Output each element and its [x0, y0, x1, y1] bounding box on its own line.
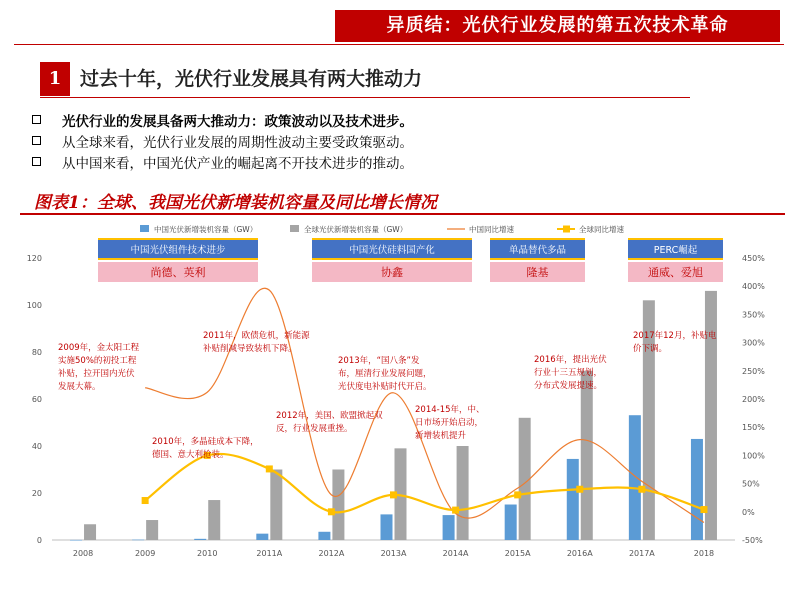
annotation-text: 德国、意大利抢装。 — [152, 450, 229, 460]
global-capacity-bar — [581, 371, 593, 540]
china-capacity-bar — [691, 439, 703, 540]
stage-header-label: 中国光伏组件技术进步 — [130, 245, 226, 256]
annotation-text: 光伏度电补贴时代开启。 — [338, 382, 432, 392]
x-axis-tick-label: 2011A — [256, 549, 283, 558]
capacity-chart — [0, 218, 800, 598]
x-axis-tick-label: 2016A — [566, 549, 593, 558]
y-axis-tick-label: 40 — [31, 442, 42, 451]
y2-axis-tick-label: 350% — [742, 310, 765, 320]
stage-header-label: 中国光伏硅料国产化 — [349, 245, 435, 256]
y2-axis-tick-label: 200% — [742, 395, 765, 404]
x-axis-tick-label: 2010 — [197, 549, 218, 558]
global-growth-marker — [514, 491, 521, 498]
y2-axis-tick-label: 150% — [742, 423, 765, 433]
china-capacity-bar — [194, 539, 206, 540]
global-capacity-bar — [332, 470, 344, 541]
china-capacity-bar — [132, 540, 144, 541]
annotation-text: 反，行业发展重挫。 — [276, 424, 353, 434]
section-divider — [40, 97, 690, 98]
y2-axis-tick-label: 250% — [742, 366, 765, 376]
global-capacity-bar — [457, 446, 469, 540]
bullet-text: 光伏行业的发展具备两大推动力：政策波动以及技术进步。 — [62, 114, 413, 130]
annotation-text: 行业十三五规划， — [534, 368, 603, 378]
legend-label: 全球光伏新增装机容量（GW） — [304, 225, 408, 234]
china-capacity-bar — [256, 534, 268, 540]
global-capacity-bar — [84, 524, 96, 540]
y2-axis-tick-label: 0% — [742, 507, 755, 517]
header-title: 异质结：光伏行业发展的第五次技术革命 — [335, 10, 780, 42]
global-growth-marker — [700, 506, 707, 513]
global-growth-marker — [638, 486, 645, 493]
y2-axis-tick-label: 50% — [742, 479, 760, 489]
y-axis-tick-label: 60 — [31, 395, 42, 404]
global-capacity-bar — [705, 291, 717, 540]
square-bullet-icon — [32, 115, 41, 124]
y-axis-tick-label: 100 — [26, 301, 42, 310]
x-axis-tick-label: 2015A — [504, 549, 531, 558]
y2-axis-tick-label: 450% — [742, 254, 765, 263]
x-axis-tick-label: 2013A — [380, 549, 407, 558]
global-growth-marker — [142, 497, 149, 504]
annotation-text: 实施50%的初投工程 — [58, 356, 137, 366]
y2-axis-tick-label: 100% — [742, 451, 765, 461]
stage-company-label: 协鑫 — [381, 266, 403, 279]
x-axis-tick-label: 2017A — [628, 549, 655, 558]
bullet-text: 从全球来看，光伏行业发展的周期性波动主要受政策驱动。 — [62, 135, 413, 151]
x-axis-tick-label: 2018 — [693, 549, 715, 558]
y-axis-tick-label: 120 — [26, 254, 42, 263]
y2-axis-tick-label: 400% — [742, 282, 765, 292]
legend-swatch — [140, 225, 149, 232]
y-axis-tick-label: 20 — [31, 489, 42, 498]
global-growth-marker — [390, 491, 397, 498]
x-axis-tick-label: 2008 — [72, 549, 94, 558]
annotation-text: 发展大幕。 — [58, 382, 101, 392]
y-axis-tick-label: 80 — [31, 348, 42, 357]
annotation-text: 2014-15年，中、 — [415, 405, 485, 415]
annotation-text: 布，厘清行业发展问题， — [338, 369, 432, 379]
global-growth-marker — [266, 465, 273, 472]
x-axis-tick-label: 2014A — [442, 549, 469, 558]
annotation-text: 补贴削减导致装机下降。 — [203, 344, 297, 354]
square-bullet-icon — [32, 157, 41, 166]
x-axis-tick-label: 2009 — [134, 549, 156, 558]
legend-swatch — [290, 225, 299, 232]
china-capacity-bar — [629, 415, 641, 540]
china-capacity-bar — [70, 540, 82, 541]
china-capacity-bar — [443, 515, 455, 540]
y-axis-tick-label: 0 — [36, 536, 42, 545]
china-capacity-bar — [505, 505, 517, 540]
legend-swatch — [563, 226, 570, 233]
figure-divider — [20, 213, 785, 215]
stage-header-label: PERC崛起 — [653, 245, 698, 256]
y2-axis-tick-label: -50% — [742, 536, 763, 545]
annotation-text: 2012年，美国、欧盟掀起双 — [276, 411, 383, 421]
square-bullet-icon — [32, 136, 41, 145]
stage-company-label: 通威、爱旭 — [648, 266, 703, 279]
annotation-text: 补贴，拉开国内光伏 — [58, 369, 135, 379]
y2-axis-tick-label: 300% — [742, 338, 765, 348]
legend-label: 中国光伏新增装机容量（GW） — [154, 225, 258, 234]
global-capacity-bar — [208, 500, 220, 540]
global-capacity-bar — [146, 520, 158, 540]
stage-company-label: 尚德、英利 — [150, 266, 206, 279]
stage-header-label: 单晶替代多晶 — [508, 245, 567, 256]
legend-label: 全球同比增速 — [579, 225, 624, 234]
annotation-text: 2011年，欧债危机，新能源 — [203, 331, 310, 341]
global-growth-marker — [576, 486, 583, 493]
china-capacity-bar — [318, 532, 330, 540]
annotation-text: 分布式发展提速。 — [534, 381, 603, 391]
annotation-text: 新增装机提升 — [415, 431, 467, 441]
china-capacity-bar — [567, 459, 579, 540]
annotation-text: 2010年，多晶硅成本下降， — [152, 437, 259, 447]
annotation-text: 2013年，“国八条”发 — [338, 356, 420, 366]
section-title: 过去十年，光伏行业发展具有两大推动力 — [80, 68, 423, 90]
global-capacity-bar — [270, 470, 282, 541]
annotation-text: 2017年12月，补贴电 — [633, 331, 717, 341]
stage-company-label: 隆基 — [526, 266, 549, 279]
annotation-text: 2016年，提出光伏 — [534, 355, 607, 365]
x-axis-tick-label: 2012A — [318, 549, 345, 558]
annotation-text: 2009年，金太阳工程 — [58, 343, 140, 353]
figure-title: 图表1：全球、我国光伏新增装机容量及同比增长情况 — [34, 193, 437, 213]
china-capacity-bar — [381, 514, 393, 540]
global-growth-marker — [452, 507, 459, 514]
section-number: 1 — [40, 62, 70, 96]
header-divider — [14, 44, 784, 45]
legend-label: 中国同比增速 — [469, 225, 514, 234]
bullet-text: 从中国来看，中国光伏产业的崛起离不开技术进步的推动。 — [62, 156, 413, 172]
annotation-text: 日市场开始启动， — [415, 418, 484, 428]
global-growth-marker — [328, 508, 335, 515]
annotation-text: 价下调。 — [633, 344, 668, 354]
